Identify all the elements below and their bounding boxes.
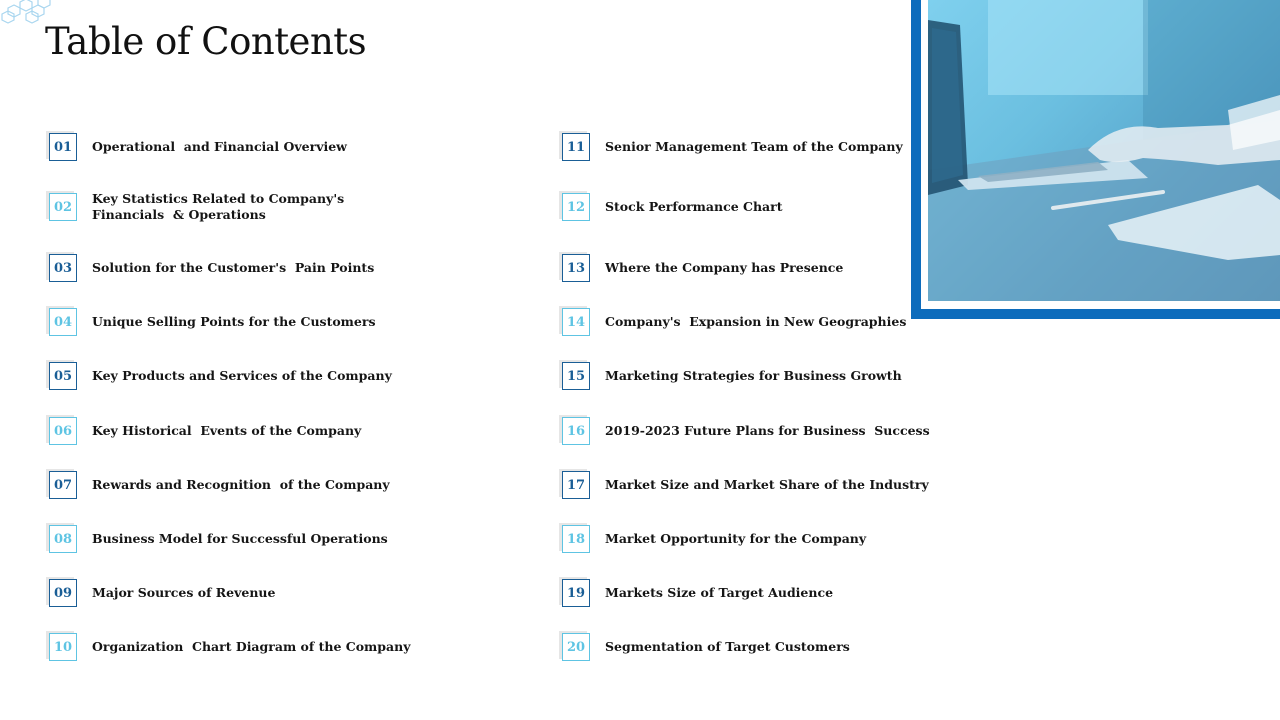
office-laptop-photo: [928, 0, 1280, 301]
toc-number-badge: [49, 417, 77, 445]
toc-number: 01: [53, 139, 73, 155]
toc-label: Unique Selling Points for the Customers: [92, 314, 376, 329]
toc-label: Markets Size of Target Audience: [605, 585, 834, 600]
toc-label: Key Historical Events of the Company: [92, 423, 362, 438]
toc-number: 17: [566, 477, 586, 493]
toc-number-badge: [562, 471, 590, 499]
toc-label: Senior Management Team of the Company: [605, 139, 903, 154]
toc-number: 03: [53, 260, 73, 276]
toc-number-badge: [562, 633, 590, 661]
page-title: Table of Contents: [45, 20, 367, 63]
toc-number-badge: [562, 362, 590, 390]
toc-number-badge: [562, 193, 590, 221]
toc-item[interactable]: [49, 192, 344, 222]
toc-number: 09: [53, 585, 73, 601]
toc-number-badge: [562, 525, 590, 553]
toc-number: 05: [53, 368, 73, 384]
toc-number: 07: [53, 477, 73, 493]
toc-item[interactable]: [49, 470, 390, 500]
laptop-desk-illustration: [928, 0, 1280, 301]
toc-item[interactable]: [562, 470, 929, 500]
toc-label: Rewards and Recognition of the Company: [92, 477, 390, 492]
toc-label: Key Statistics Related to Company's Financials & Operations: [92, 191, 345, 222]
toc-number-badge: [562, 579, 590, 607]
toc-item[interactable]: [562, 416, 930, 446]
toc-item[interactable]: [49, 578, 275, 608]
toc-label: 2019-2023 Future Plans for Business Success: [605, 423, 930, 438]
toc-number: 02: [53, 199, 73, 215]
toc-number-badge: [49, 471, 77, 499]
toc-number: 20: [566, 639, 586, 655]
toc-number-badge: [49, 308, 77, 336]
toc-number-badge: [49, 133, 77, 161]
toc-item[interactable]: [562, 132, 903, 162]
toc-number: 15: [566, 368, 586, 384]
toc-label: Major Sources of Revenue: [92, 585, 276, 600]
toc-number: 08: [53, 531, 73, 547]
toc-number-badge: [562, 417, 590, 445]
toc-number: 18: [566, 531, 586, 547]
toc-label: Market Opportunity for the Company: [605, 531, 867, 546]
toc-number-badge: [49, 254, 77, 282]
toc-label: Key Products and Services of the Company: [92, 368, 392, 383]
toc-number: 06: [53, 423, 73, 439]
toc-item[interactable]: [562, 253, 843, 283]
toc-item[interactable]: [49, 132, 347, 162]
toc-item[interactable]: [49, 307, 375, 337]
toc-label: Operational and Financial Overview: [92, 139, 347, 154]
toc-item[interactable]: [49, 361, 392, 391]
toc-number-badge: [49, 579, 77, 607]
toc-item[interactable]: [49, 632, 410, 662]
toc-number: 16: [566, 423, 586, 439]
toc-number: 14: [566, 314, 586, 330]
toc-number-badge: [49, 525, 77, 553]
toc-label: Segmentation of Target Customers: [605, 639, 850, 654]
toc-number: 19: [566, 585, 586, 601]
toc-item[interactable]: [562, 307, 906, 337]
toc-number-badge: [562, 254, 590, 282]
toc-item[interactable]: [49, 253, 374, 283]
toc-number: 10: [53, 639, 73, 655]
toc-number-badge: [49, 362, 77, 390]
toc-number: 13: [566, 260, 586, 276]
toc-number: 04: [53, 314, 73, 330]
toc-item[interactable]: [562, 632, 850, 662]
toc-label: Business Model for Successful Operations: [92, 531, 388, 546]
toc-label: Market Size and Market Share of the Industry: [605, 477, 929, 492]
toc-number: 11: [566, 139, 586, 155]
toc-label: Marketing Strategies for Business Growth: [605, 368, 902, 383]
toc-label: Solution for the Customer's Pain Points: [92, 260, 375, 275]
toc-label: Organization Chart Diagram of the Company: [92, 639, 411, 654]
toc-number-badge: [562, 308, 590, 336]
toc-number-badge: [49, 193, 77, 221]
toc-item[interactable]: [562, 524, 866, 554]
toc-number: 12: [566, 199, 586, 215]
toc-item[interactable]: [562, 192, 783, 222]
toc-item[interactable]: [562, 361, 902, 391]
toc-number-badge: [562, 133, 590, 161]
toc-label: Company's Expansion in New Geographies: [605, 314, 907, 329]
toc-item[interactable]: [49, 524, 388, 554]
toc-label: Stock Performance Chart: [605, 199, 783, 214]
toc-label: Where the Company has Presence: [605, 260, 844, 275]
toc-number-badge: [49, 633, 77, 661]
toc-item[interactable]: [49, 416, 361, 446]
toc-item[interactable]: [562, 578, 833, 608]
